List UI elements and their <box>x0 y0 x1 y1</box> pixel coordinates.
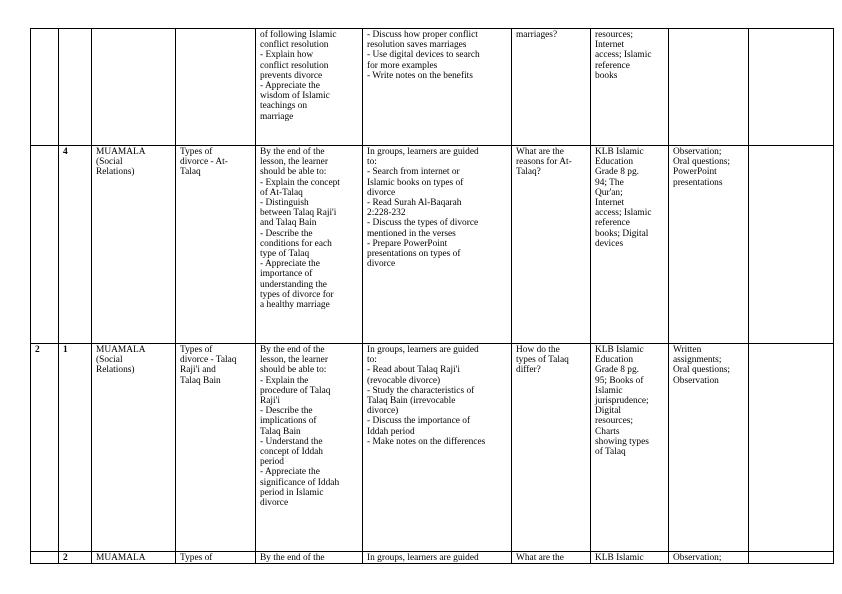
cell-line: resources; <box>595 30 634 40</box>
cell-line: resolution saves marriages <box>367 40 467 51</box>
cell-line: Charts <box>595 426 620 437</box>
lesson-cell: 4 <box>59 146 92 344</box>
cell-line: (revocable divorce) <box>367 375 441 386</box>
table-row <box>31 146 834 344</box>
remarks-cell <box>749 552 834 564</box>
cell-line: In groups, learners are guided <box>367 147 479 157</box>
sub-strand-cell <box>176 344 256 552</box>
sub-strand-cell <box>176 552 256 564</box>
cell-line: should be able to: <box>260 167 327 178</box>
table-row <box>31 344 834 552</box>
cell-line: wisdom of Islamic <box>260 91 330 102</box>
resources-cell <box>591 146 669 344</box>
cell-line: Raji'i and <box>180 365 216 376</box>
cell-line: importance of <box>260 269 313 280</box>
cell-line: - Discuss the importance of <box>367 416 471 427</box>
cell-line: Relations) <box>96 365 135 376</box>
cell-line: Types of <box>180 147 213 157</box>
cell-line: access; Islamic <box>595 208 652 219</box>
assessment-cell <box>669 29 749 146</box>
cell-line: Talaq Bain <box>180 375 221 386</box>
cell-line: lesson, the learner <box>260 157 328 168</box>
cell-line: KLB Islamic <box>595 553 644 563</box>
key-inquiry-cell <box>512 29 591 146</box>
cell-line: conflict resolution <box>260 60 329 71</box>
learning-experiences-cell <box>363 146 512 344</box>
strand-cell <box>92 552 176 564</box>
cell-line: - Write notes on the benefits <box>367 70 473 81</box>
cell-line: (Social <box>96 157 123 168</box>
learning-outcomes-cell <box>256 146 363 344</box>
cell-line: - Explain how <box>260 50 314 61</box>
resources-cell <box>591 344 669 552</box>
cell-line: How do the <box>516 345 560 355</box>
cell-line: Digital <box>595 406 622 417</box>
cell-line: procedure of Talaq <box>260 385 331 396</box>
cell-line: resources; <box>595 416 634 427</box>
learning-experiences-cell <box>363 552 512 564</box>
cell-line: In groups, learners are guided <box>367 345 479 355</box>
cell-line: - Appreciate the <box>260 259 320 270</box>
cell-line: Grade 8 pg. <box>595 167 639 178</box>
lesson-cell: 2 <box>59 552 92 564</box>
remarks-cell <box>749 146 834 344</box>
resources-cell <box>591 29 669 146</box>
cell-line: between Talaq Raji'i <box>260 208 337 219</box>
sub-strand-cell <box>176 29 256 146</box>
cell-line: type of Talaq <box>260 249 310 260</box>
cell-line: What are the <box>516 553 564 563</box>
cell-line: Qur'an; <box>595 187 623 198</box>
key-inquiry-cell <box>512 552 591 564</box>
lesson-cell: 1 <box>59 344 92 552</box>
cell-line: Oral questions; <box>673 157 731 168</box>
cell-line: reasons for At- <box>516 157 572 168</box>
cell-line: mentioned in the verses <box>367 228 456 239</box>
cell-line: - Describe the <box>260 406 313 417</box>
cell-line: jurisprudence; <box>595 396 649 407</box>
learning-outcomes-cell <box>256 344 363 552</box>
cell-line: divorce <box>367 187 396 198</box>
cell-line: - Explain the concept <box>260 177 340 188</box>
table-row <box>31 29 834 146</box>
cell-line: Types of <box>180 345 213 355</box>
cell-line: Islamic <box>595 385 623 396</box>
cell-line: Grade 8 pg. <box>595 365 639 376</box>
cell-line: Talaq Bain (irrevocable <box>367 396 456 407</box>
cell-line: divorce - At- <box>180 157 228 168</box>
cell-line: - Appreciate the <box>260 467 320 478</box>
cell-line: conditions for each <box>260 238 332 249</box>
cell-line: Education <box>595 157 634 168</box>
cell-line: assignments; <box>673 355 722 366</box>
cell-line: Relations) <box>96 167 135 178</box>
cell-line: (Social <box>96 355 123 366</box>
cell-line: implications of <box>260 416 317 427</box>
cell-line: Written <box>673 345 702 355</box>
cell-line: understanding the <box>260 279 327 290</box>
cell-line: prevents divorce <box>260 70 323 81</box>
key-inquiry-cell <box>512 146 591 344</box>
week-cell <box>31 552 59 564</box>
cell-line: - Understand the <box>260 436 323 447</box>
table-row <box>31 552 834 564</box>
cell-line: By the end of the <box>260 345 325 355</box>
cell-line: - Prepare PowerPoint <box>367 238 448 249</box>
cell-line: divorce <box>367 259 396 270</box>
assessment-cell <box>669 146 749 344</box>
learning-experiences-cell <box>363 344 512 552</box>
cell-line: to: <box>367 355 377 366</box>
cell-line: teachings on <box>260 101 308 112</box>
cell-line: - Discuss how proper conflict <box>367 30 478 40</box>
cell-line: differ? <box>516 365 541 376</box>
learning-experiences-cell <box>363 29 512 146</box>
week-cell <box>31 29 59 146</box>
cell-line: 94; The <box>595 177 624 188</box>
cell-line: 2:228-232 <box>367 208 406 219</box>
cell-line: reference <box>595 218 630 229</box>
cell-line: devices <box>595 238 624 249</box>
cell-line: lesson, the learner <box>260 355 328 366</box>
strand-cell <box>92 344 176 552</box>
cell-line: - Make notes on the differences <box>367 436 486 447</box>
lesson-cell <box>59 29 92 146</box>
cell-line: divorce - Talaq <box>180 355 237 366</box>
cell-line: Internet <box>595 198 625 209</box>
assessment-cell <box>669 344 749 552</box>
cell-line: Internet <box>595 40 625 51</box>
cell-line: Iddah period <box>367 426 415 437</box>
assessment-cell <box>669 552 749 564</box>
cell-line: - Distinguish <box>260 198 309 209</box>
cell-line: - Use digital devices to search <box>367 50 480 61</box>
cell-line: - Appreciate the <box>260 81 320 92</box>
cell-line: Types of <box>180 553 213 563</box>
cell-line: period <box>260 457 284 468</box>
cell-line: divorce <box>260 498 289 509</box>
cell-line: presentations on types of <box>367 249 461 260</box>
cell-line: - Study the characteristics of <box>367 385 475 396</box>
learning-outcomes-cell <box>256 29 363 146</box>
cell-line: 95; Books of <box>595 375 644 386</box>
remarks-cell <box>749 344 834 552</box>
cell-line: Oral questions; <box>673 365 731 376</box>
cell-line: - Discuss the types of divorce <box>367 218 479 229</box>
cell-line: - Search from internet or <box>367 167 460 178</box>
cell-line: MUAMALA <box>96 345 146 355</box>
cell-line: conflict resolution <box>260 40 329 51</box>
cell-line: a healthy marriage <box>260 300 330 311</box>
cell-line: presentations <box>673 177 723 188</box>
cell-line: MUAMALA <box>96 147 146 157</box>
cell-line: for more examples <box>367 60 438 71</box>
remarks-cell <box>749 29 834 146</box>
cell-line: reference <box>595 60 630 71</box>
cell-line: Islamic books on types of <box>367 177 464 188</box>
cell-line: Observation <box>673 375 719 386</box>
week-cell <box>31 146 59 344</box>
cell-line: types of Talaq <box>516 355 569 366</box>
cell-line: KLB Islamic <box>595 147 644 157</box>
cell-line: - Read Surah Al-Baqarah <box>367 198 462 209</box>
cell-line: marriage <box>260 111 294 122</box>
cell-line: Education <box>595 355 634 366</box>
cell-line: In groups, learners are guided <box>367 553 479 563</box>
cell-line: PowerPoint <box>673 167 717 178</box>
cell-line: access; Islamic <box>595 50 652 61</box>
cell-line: Talaq? <box>516 167 541 178</box>
cell-line: should be able to: <box>260 365 327 376</box>
cell-line: of Talaq <box>595 447 626 458</box>
cell-line: types of divorce for <box>260 289 334 300</box>
cell-line: showing types <box>595 436 649 447</box>
cell-line: books; Digital <box>595 228 649 239</box>
learning-outcomes-cell <box>256 552 363 564</box>
cell-line: By the end of the <box>260 147 325 157</box>
cell-line: concept of Iddah <box>260 447 323 458</box>
cell-line: to: <box>367 157 377 168</box>
cell-line: - Describe the <box>260 228 313 239</box>
cell-line: Talaq Bain <box>260 426 301 437</box>
cell-line: and Talaq Bain <box>260 218 317 229</box>
cell-line: of following Islamic <box>260 30 337 40</box>
cell-line: What are the <box>516 147 564 157</box>
cell-line: of At-Talaq <box>260 187 303 198</box>
cell-line: By the end of the <box>260 553 325 563</box>
key-inquiry-cell <box>512 344 591 552</box>
strand-cell <box>92 146 176 344</box>
scheme-of-work-table <box>30 28 834 564</box>
cell-line: KLB Islamic <box>595 345 644 355</box>
cell-line: - Read about Talaq Raji'i <box>367 365 461 376</box>
cell-line: books <box>595 70 618 81</box>
cell-line: period in Islamic <box>260 487 324 498</box>
cell-line: MUAMALA <box>96 553 146 563</box>
cell-line: Observation; <box>673 147 722 157</box>
strand-cell <box>92 29 176 146</box>
resources-cell <box>591 552 669 564</box>
cell-line: Talaq <box>180 167 201 178</box>
cell-line: marriages? <box>516 30 558 40</box>
sub-strand-cell <box>176 146 256 344</box>
cell-line: divorce) <box>367 406 399 417</box>
cell-line: Observation; <box>673 553 722 563</box>
cell-line: - Explain the <box>260 375 309 386</box>
week-cell: 2 <box>31 344 59 552</box>
cell-line: Raji'i <box>260 396 280 407</box>
cell-line: significance of Iddah <box>260 477 340 488</box>
